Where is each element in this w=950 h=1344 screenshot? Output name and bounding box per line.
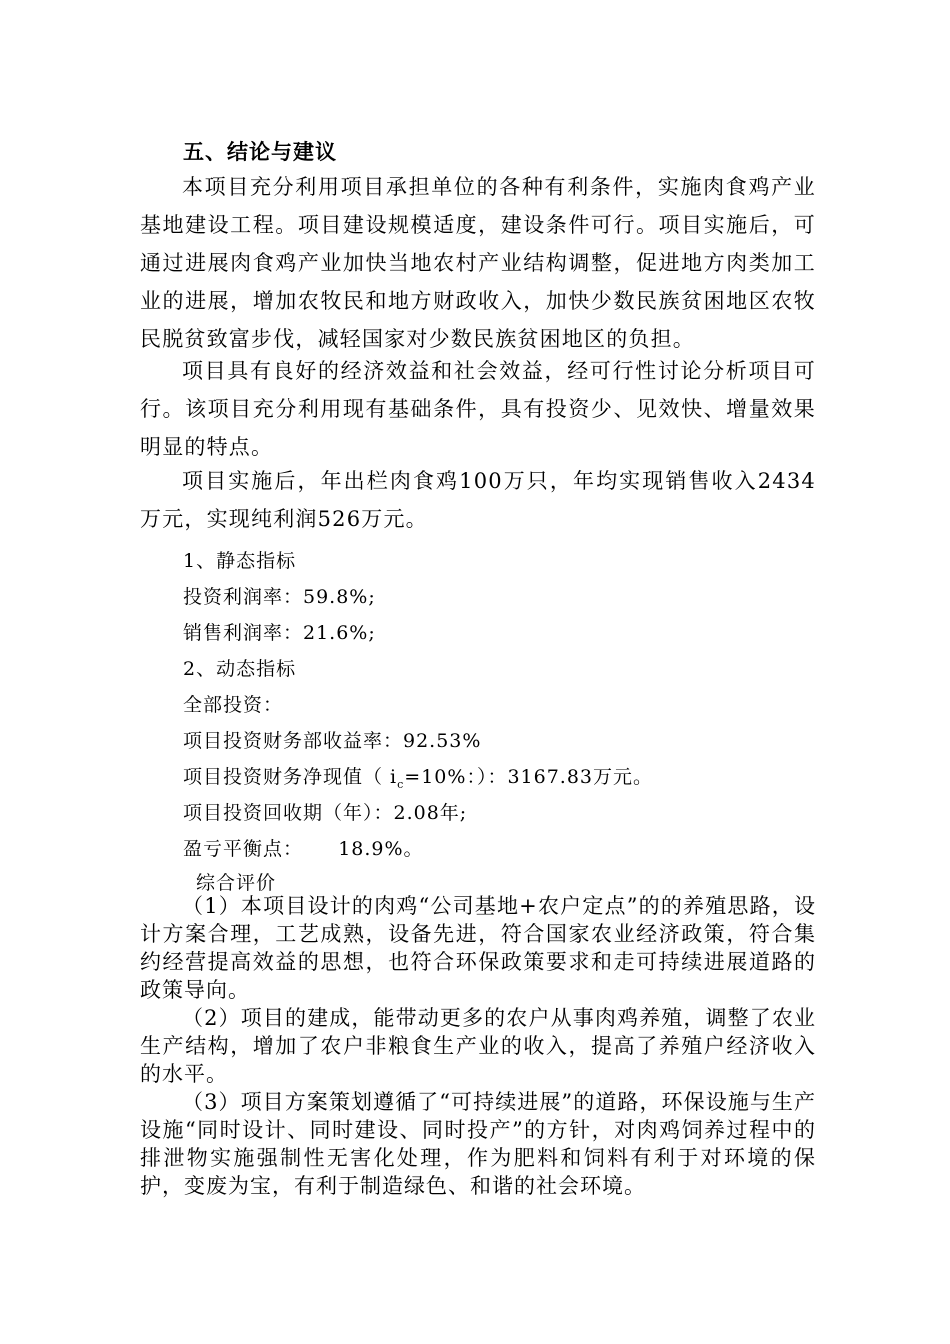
paragraph-output: 项目实施后，年出栏肉食鸡100万只，年均实现销售收入2434万元，实现纯利润526万元。	[140, 469, 816, 531]
all-investment-line: 全部投资：	[183, 694, 284, 716]
evaluation-item-3: （3）项目方案策划遵循了“可持续进展”的道路，环保设施与生产设施“同时设计、同时建设、同时投产”的方针，对肉鸡饲养过程中的排泄物实施强制性无害化处理，作为肥料和饲料有利于对环境的保护，变废为宝，有利于制造绿色、和谐的社会环境。	[140, 1090, 816, 1198]
npv-suffix: =10%：）：3167.83万元。	[404, 766, 654, 788]
roi-line: 投资利润率：59.8%;	[183, 586, 376, 608]
payback-line: 项目投资回收期（年）：2.08年;	[183, 802, 468, 824]
breakeven-line: 盈亏平衡点： 18.9%。	[183, 838, 424, 860]
evaluation-title: 综合评价	[196, 872, 277, 894]
npv-line	[183, 762, 653, 791]
irr-line: 项目投资财务部收益率：92.53%	[183, 730, 482, 752]
sales-margin-line: 销售利润率：21.6%;	[183, 622, 376, 644]
npv-prefix: 项目投资财务净现值（ i	[183, 766, 398, 788]
npv-subscript: c	[397, 777, 405, 791]
section-heading: 五、结论与建议	[183, 139, 337, 164]
dynamic-indicators-title: 2、动态指标	[183, 658, 297, 680]
static-indicators-title: 1、静态指标	[183, 550, 297, 572]
paragraph-benefits: 项目具有良好的经济效益和社会效益，经可行性讨论分析项目可行。该项目充分利用现有基础条件，具有投资少、见效快、增量效果明显的特点。	[140, 359, 816, 459]
evaluation-item-1: （1）本项目设计的肉鸡“公司基地+农户定点”的的养殖思路，设计方案合理，工艺成熟，设备先进，符合国家农业经济政策，符合集约经营提高效益的思想，也符合环保政策要求和走可持续进展道路的政策导向。	[140, 894, 816, 1002]
evaluation-item-2: （2）项目的建成，能带动更多的农户从事肉鸡养殖，调整了农业生产结构，增加了农户非粮食生产业的收入，提高了养殖户经济收入的水平。	[140, 1006, 816, 1086]
paragraph-summary: 本项目充分利用项目承担单位的各种有利条件，实施肉食鸡产业基地建设工程。项目建设规模适度，建设条件可行。项目实施后，可通过进展肉食鸡产业加快当地农村产业结构调整，促进地方肉类加工业的进展，增加农牧民和地方财政收入，加快少数民族贫困地区农牧民脱贫致富步伐，减轻国家对少数民族贫困地区的负担。	[140, 175, 816, 351]
